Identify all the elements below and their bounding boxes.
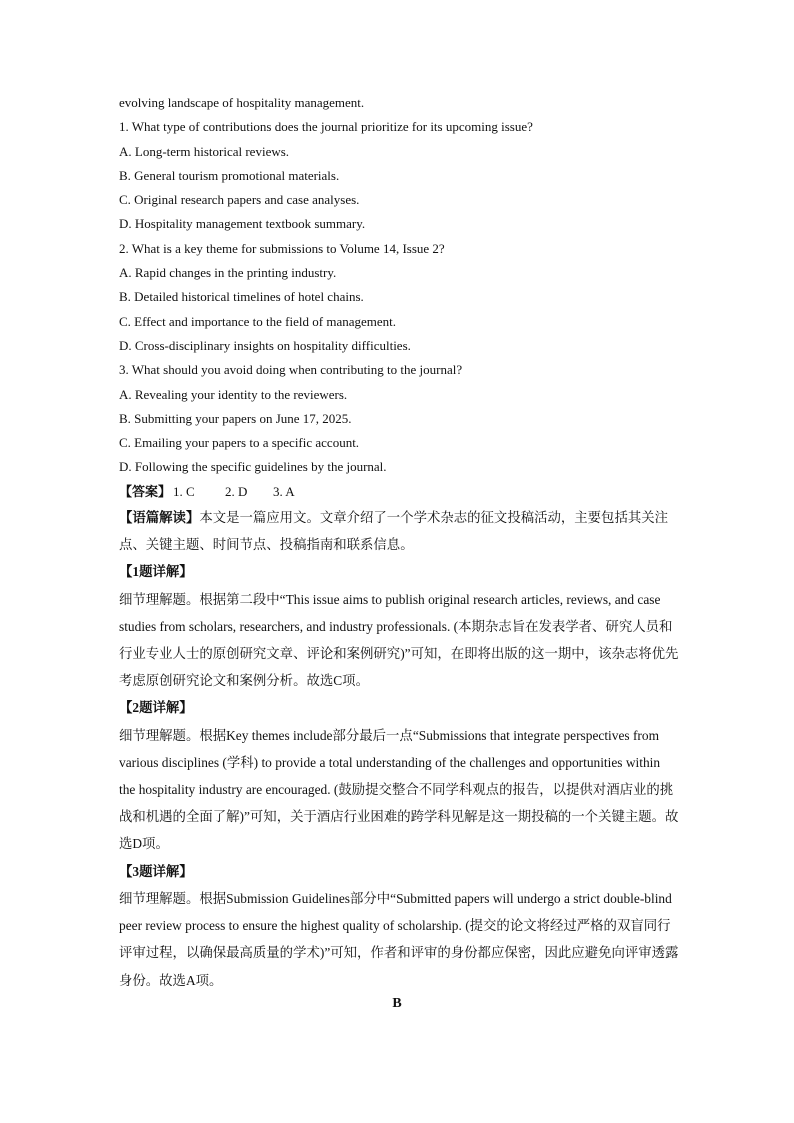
question-2 (119, 237, 679, 358)
option-d: D. Hospitality management textbook summary. (119, 216, 366, 232)
answer-1: 1. C (173, 483, 195, 499)
explanation-heading-2: 【2题详解】 (119, 700, 193, 716)
explanation-text-2: 细节理解题。根据Key themes include部分最后一点“Submissions that integrate perspectives from various disciplines (学科) to provide a total understanding of the challenges and opportunities within the hospitality industry are encouraged. (鼓励提交整合不同学科观点的报告，以提供对酒店业的挑战和机遇的全面了解)”可知，关于酒店行业困难的跨学科见解是这一期投稿的一个关键主题。故选D项。 (119, 727, 679, 852)
option-c: C. Effect and importance to the field of management. (119, 313, 396, 329)
question-3 (119, 358, 679, 479)
option-c: C. Original research papers and case analyses. (119, 192, 360, 208)
section-b-heading: B (392, 996, 402, 1011)
option-a: A. Revealing your identity to the reviewers. (119, 386, 348, 402)
option-b: B. General tourism promotional materials. (119, 167, 340, 183)
question-stem: 2. What is a key theme for submissions to Volume 14, Issue 2? (119, 240, 445, 256)
reading-text: 本文是一篇应用文。文章介绍了一个学术杂志的征文投稿活动，主要包括其关注点、关键主题、时间节点、投稿指南和联系信息。 (119, 510, 669, 553)
question-stem: 1. What type of contributions does the journal prioritize for its upcoming issue? (119, 119, 533, 135)
answer-2: 2. D (225, 483, 248, 499)
option-d: D. Following the specific guidelines by the journal. (119, 459, 387, 475)
explanation-heading-1: 【1题详解】 (119, 564, 193, 580)
answer-key (119, 480, 679, 504)
explanation-heading-3: 【3题详解】 (119, 863, 193, 879)
intro-tail: evolving landscape of hospitality management. (119, 95, 365, 110)
option-c: C. Emailing your papers to a specific account. (119, 435, 360, 451)
option-a: A. Long-term historical reviews. (119, 143, 290, 159)
answer-label: 【答案】 (119, 483, 172, 499)
question-1 (119, 115, 679, 236)
reading-label: 【语篇解读】 (119, 510, 200, 526)
reading-analysis (119, 504, 679, 558)
document-body (119, 91, 679, 994)
option-b: B. Detailed historical timelines of hotel chains. (119, 289, 364, 305)
explanation-text-1: 细节理解题。根据第二段中“This issue aims to publish original research articles, reviews, and case studies from scholars, researchers, and industry professionals. (本期杂志旨在发表学者、研究人员和行业专业人士的原创研究文章、评论和案例研究)”可知，在即将出版的这一期中，该杂志将优先考虑原创研究论文和案例分析。故选C项。 (119, 591, 679, 689)
explanation-text-3: 细节理解题。根据Submission Guidelines部分中“Submitted papers will undergo a strict double-blind peer review process to ensure the highest quality of scholarship. (提交的论文将经过严格的双盲同行评审过程，以确保最高质量的学术)”可知，作者和评审的身份都应保密，因此应避免向评审透露身份。故选A项。 (119, 890, 679, 988)
option-d: D. Cross-disciplinary insights on hospitality difficulties. (119, 337, 411, 353)
answer-3: 3. A (273, 483, 295, 499)
question-stem: 3. What should you avoid doing when contributing to the journal? (119, 362, 463, 378)
option-b: B. Submitting your papers on June 17, 2025. (119, 410, 352, 426)
option-a: A. Rapid changes in the printing industry. (119, 265, 337, 281)
